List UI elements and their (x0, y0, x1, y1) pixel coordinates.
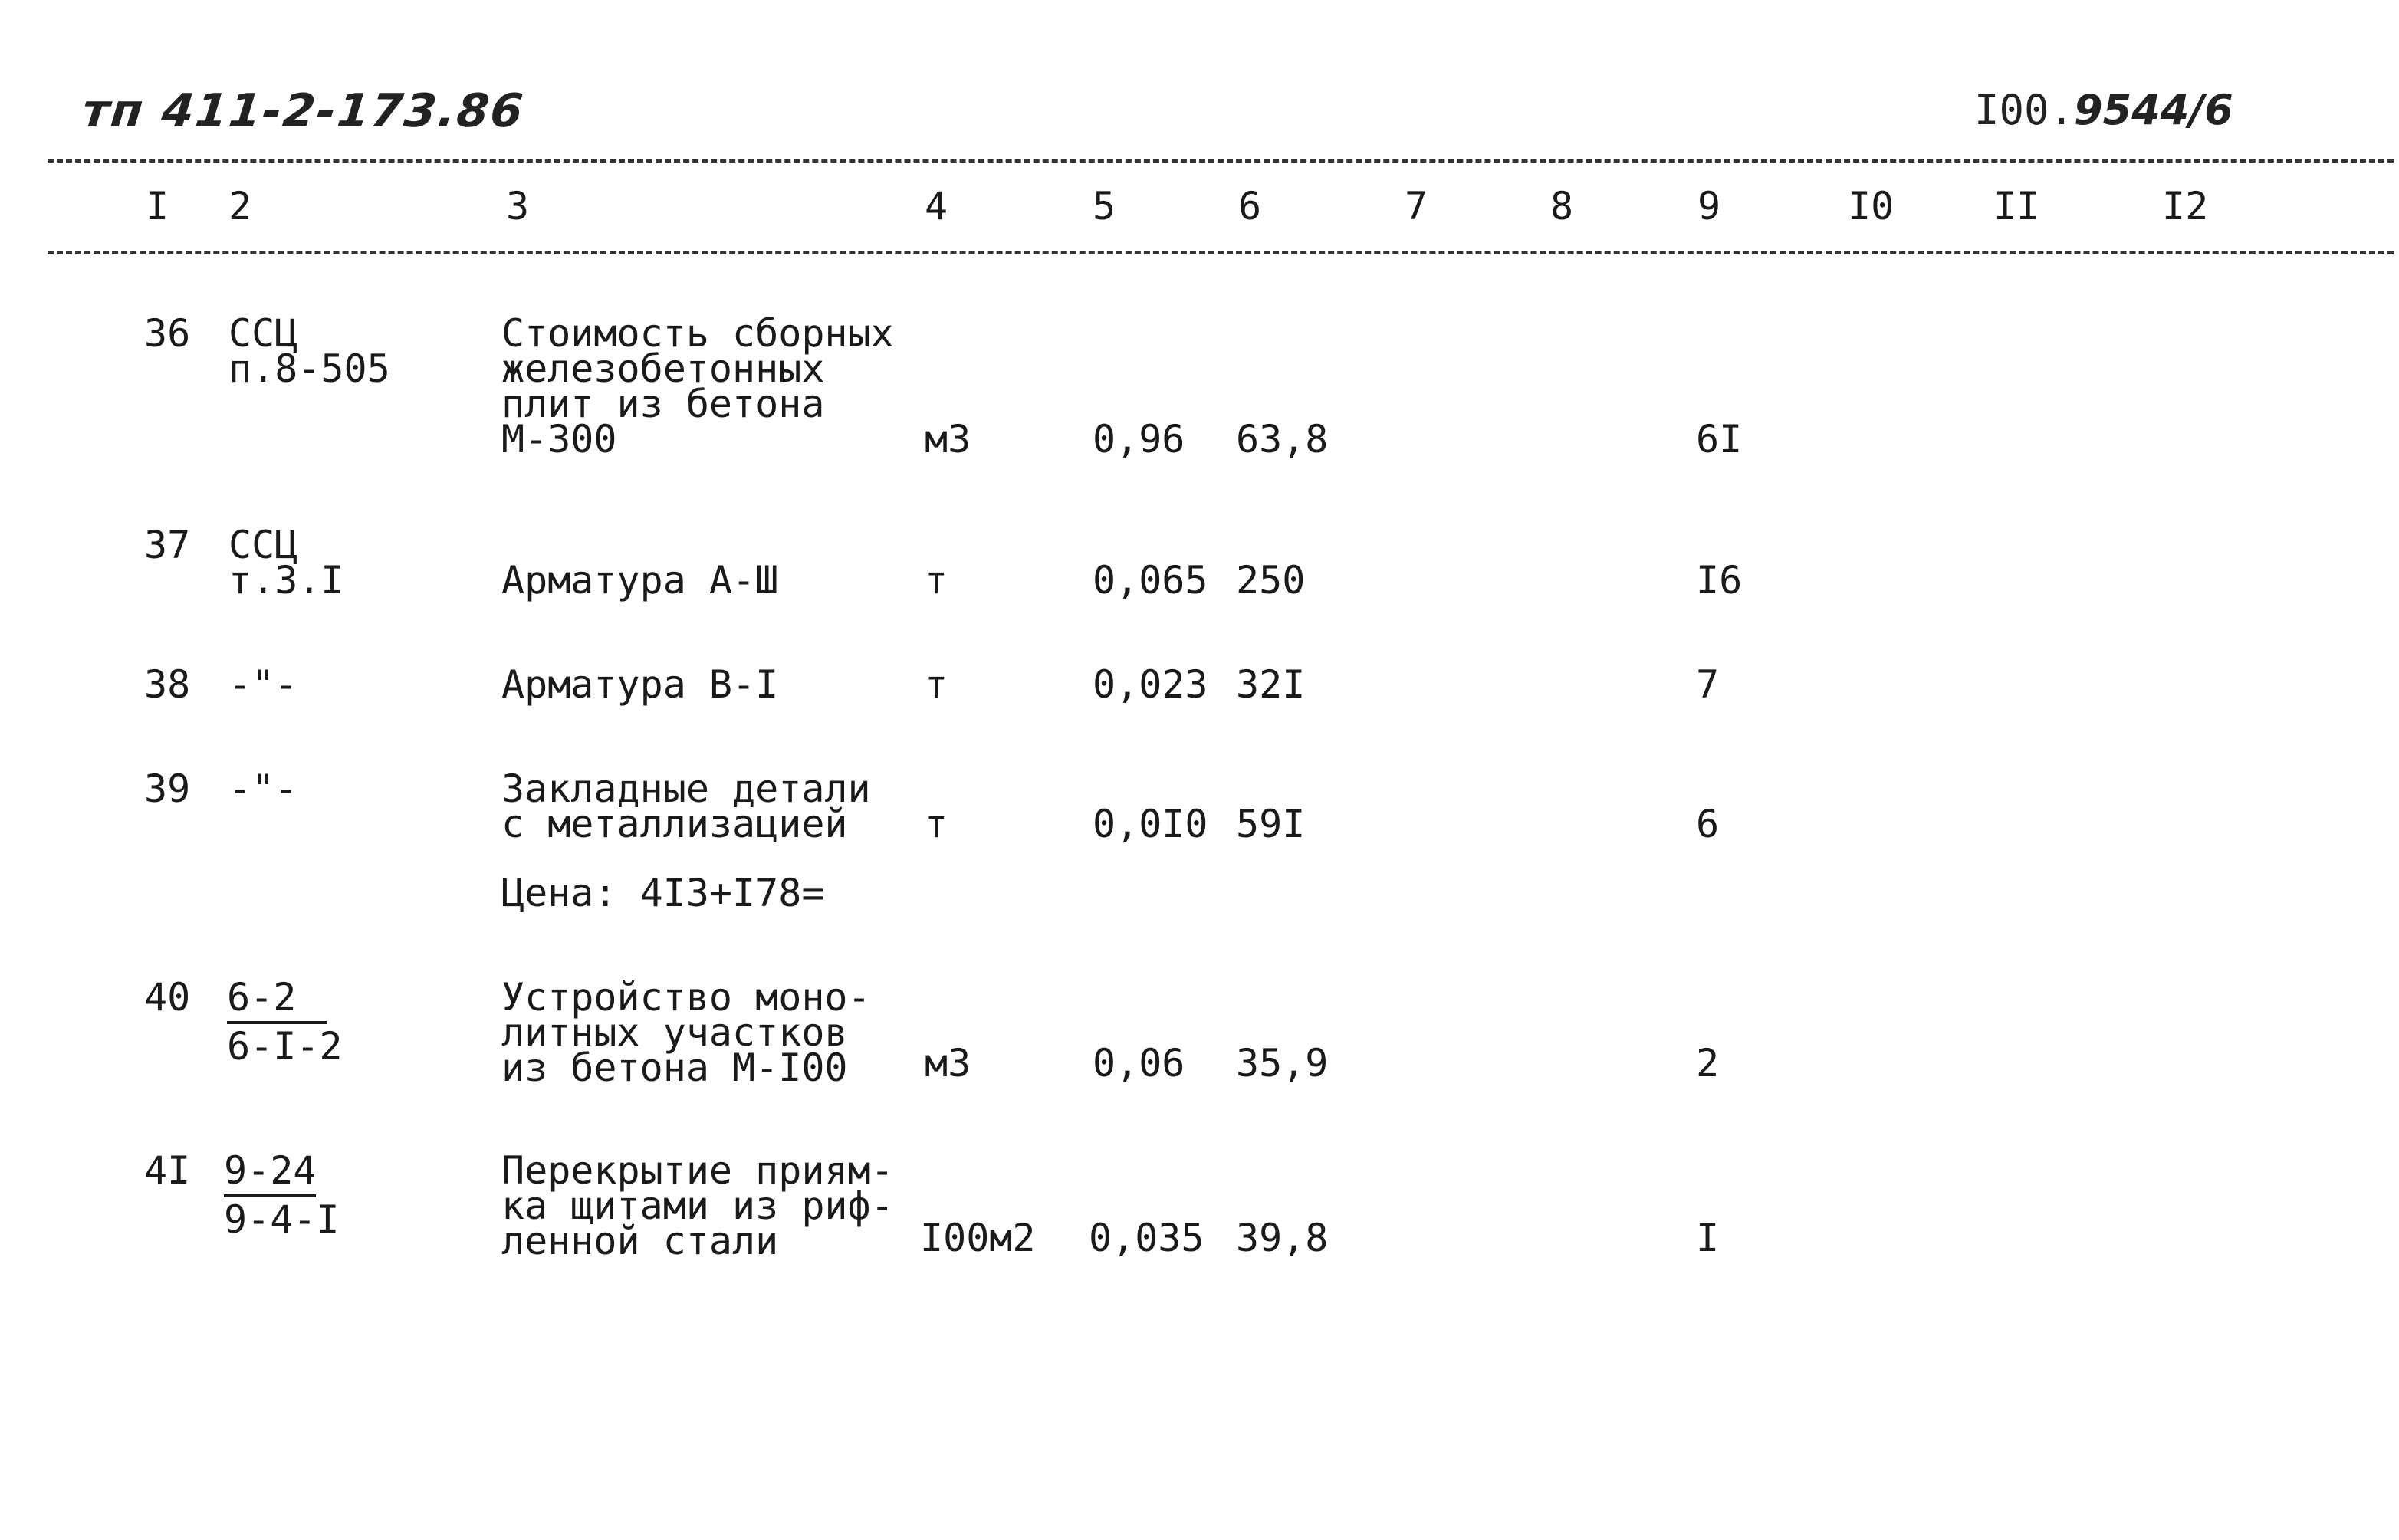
header-rule-top (48, 159, 2394, 163)
column-heading-1: I (146, 184, 169, 228)
row-41-total: I (1696, 1216, 1720, 1260)
row-40-price: 35,9 (1236, 1041, 1329, 1085)
row-36-unit: м3 (925, 417, 971, 461)
row-37-unit: т (925, 558, 948, 603)
column-heading-8: 8 (1550, 184, 1574, 228)
header-rule-bottom (48, 251, 2394, 254)
row-36-quantity: 0,96 (1093, 417, 1185, 461)
row-41-description: Перекрытие приям- ка щитами из риф- ленной стали (501, 1148, 894, 1263)
column-heading-7: 7 (1405, 184, 1428, 228)
sheet-number (1974, 86, 2233, 134)
row-38-description: Арматура В-I (501, 662, 779, 707)
row-37-reference: ССЦ т.3.I (228, 523, 344, 603)
row-36-description: Стоимость сборных железобетонных плит из бетона М-300 (501, 311, 894, 461)
row-40-quantity: 0,06 (1093, 1041, 1185, 1085)
row-37-quantity: 0,065 (1093, 558, 1208, 603)
row-37-total: I6 (1696, 558, 1743, 603)
column-heading-9: 9 (1697, 184, 1721, 228)
row-38-reference: -"- (228, 662, 298, 707)
row-39-description: Закладные детали с металлизацией (501, 767, 871, 846)
row-36-total: 6I (1696, 417, 1743, 461)
row-40-reference: 6-2 6-I-2 (227, 975, 343, 1069)
row-38-price: 32I (1236, 662, 1306, 707)
row-36-reference: ССЦ п.8-505 (228, 311, 390, 391)
row-36-price: 63,8 (1236, 417, 1329, 461)
column-heading-3: 3 (506, 184, 530, 228)
row-41-number: 4I (144, 1148, 191, 1193)
column-heading-6: 6 (1238, 184, 1262, 228)
row-39-unit: т (925, 802, 948, 846)
column-heading-4: 4 (925, 184, 948, 228)
column-heading-5: 5 (1093, 184, 1116, 228)
document-code: тп 411-2-173.86 (80, 84, 527, 138)
sheet-number-typed: I00. (1974, 86, 2075, 134)
row-39-price-note: Цена: 4I3+I78= (501, 871, 825, 915)
row-39-number: 39 (144, 767, 191, 811)
row-41-reference: 9-24 9-4-I (224, 1148, 340, 1242)
row-39-price: 59I (1236, 802, 1306, 846)
row-38-number: 38 (144, 662, 191, 707)
column-heading-10: I0 (1848, 184, 1895, 228)
row-37-price: 250 (1236, 558, 1306, 603)
row-39-total: 6 (1696, 802, 1720, 846)
row-38-total: 7 (1696, 662, 1720, 707)
row-38-quantity: 0,023 (1093, 662, 1208, 707)
row-40-total: 2 (1696, 1041, 1720, 1085)
row-37-number: 37 (144, 523, 191, 567)
row-38-unit: т (925, 662, 948, 707)
row-41-quantity: 0,035 (1089, 1216, 1204, 1260)
column-heading-2: 2 (228, 184, 252, 228)
row-37-description: Арматура А-Ш (501, 558, 779, 603)
row-36-number: 36 (144, 311, 191, 356)
column-heading-11: II (1993, 184, 2040, 228)
sheet-number-handwritten: 9544/6 (2074, 86, 2233, 134)
row-40-unit: м3 (925, 1041, 971, 1085)
row-41-unit: I00м2 (920, 1216, 1036, 1260)
row-39-quantity: 0,0I0 (1093, 802, 1208, 846)
row-39-reference: -"- (228, 767, 298, 811)
column-heading-12: I2 (2162, 184, 2209, 228)
row-40-number: 40 (144, 975, 191, 1020)
row-40-description: Устройство моно- литных участков из бетона М-I00 (501, 975, 871, 1090)
row-41-price: 39,8 (1236, 1216, 1329, 1260)
